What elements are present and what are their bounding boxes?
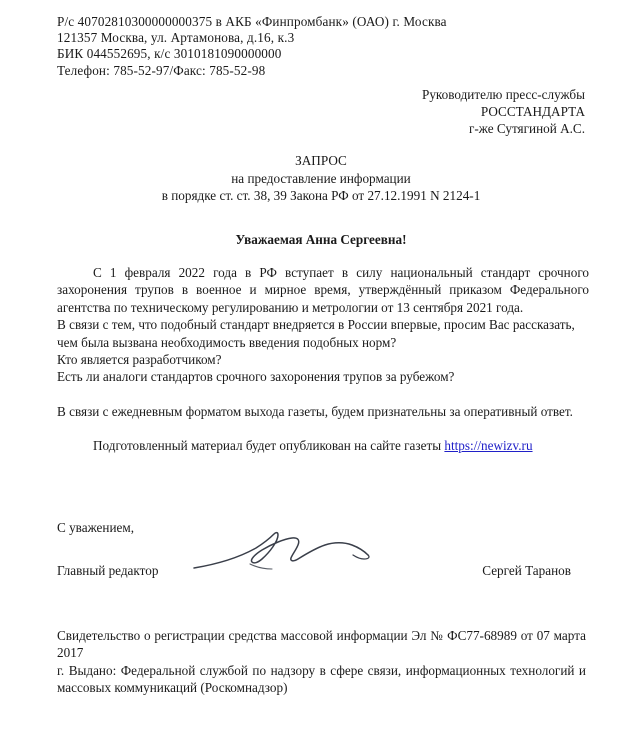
- document-title-block: [57, 152, 585, 205]
- document-subtitle: на предоставление информации: [231, 170, 411, 186]
- body-spacer: [57, 386, 589, 403]
- document-legal-basis: в порядке ст. ст. 38, 39 Закона РФ от 27.12.1991 N 2124-1: [161, 188, 481, 203]
- body-question-1: В связи с тем, что подобный стандарт внедряется в России впервые, просим Вас рассказать, чем была вызвана необходимость введения подобных норм?: [57, 317, 575, 350]
- signature-row: [57, 562, 589, 579]
- document-title: ЗАПРОС: [295, 153, 347, 168]
- addressee-organization: РОССТАНДАРТА: [480, 104, 585, 119]
- signature-block: [57, 519, 589, 580]
- signature-role: Главный редактор: [57, 563, 159, 579]
- letterhead-address-line: 121357 Москва, ул. Артамонова, д.16, к.3: [57, 30, 295, 46]
- letterhead-block: [57, 14, 577, 79]
- body-paragraph-2: В связи с ежедневным форматом выхода газеты, будем признательны за оперативный ответ.: [57, 403, 573, 419]
- body-publication-line: [57, 437, 589, 454]
- letterhead-bik-line: БИК 044552695, к/с 3010181090000000: [57, 46, 282, 62]
- signature-name: Сергей Таранов: [482, 563, 571, 579]
- publication-text: Подготовленный материал будет опубликован на сайте газеты: [93, 438, 445, 454]
- salutation: Уважаемая Анна Сергеевна!: [235, 232, 407, 247]
- addressee-position: Руководителю пресс-службы: [421, 87, 585, 102]
- registration-footer: [57, 627, 586, 697]
- addressee-person: г-же Сутягиной А.С.: [469, 121, 585, 136]
- footer-line-2: г. Выдано: Федеральной службой по надзору в сфере связи, информационных технологий и: [57, 662, 586, 678]
- footer-line-3: массовых коммуникаций (Роскомнадзор): [57, 680, 288, 696]
- letterhead-phone-line: Телефон: 785-52-97/Факс: 785-52-98: [57, 62, 266, 78]
- body-spacer-2: [57, 420, 589, 437]
- addressee-block: [285, 86, 585, 137]
- body-question-2: Кто является разработчиком?: [57, 352, 222, 368]
- footer-line-1: Свидетельство о регистрации средства массовой информации Эл № ФС77-68989 от 07 марта 2017: [57, 628, 586, 661]
- body-paragraph-1: С 1 февраля 2022 года в РФ вступает в силу национальный стандарт срочного захоронения трупов в военное и мирное время, утверждённый приказом Федерального агентства по техническому регулированию и метрологии от 13 сентября 2021 года.: [57, 265, 589, 315]
- newspaper-site-link[interactable]: https://newizv.ru: [444, 438, 533, 454]
- letterhead-account-line: Р/с 40702810300000000375 в АКБ «Финпромбанк» (ОАО) г. Москва: [57, 14, 447, 29]
- letter-body: [57, 264, 589, 455]
- body-question-3: Есть ли аналоги стандартов срочного захоронения трупов за рубежом?: [57, 369, 455, 385]
- signature-regards: С уважением,: [57, 520, 134, 535]
